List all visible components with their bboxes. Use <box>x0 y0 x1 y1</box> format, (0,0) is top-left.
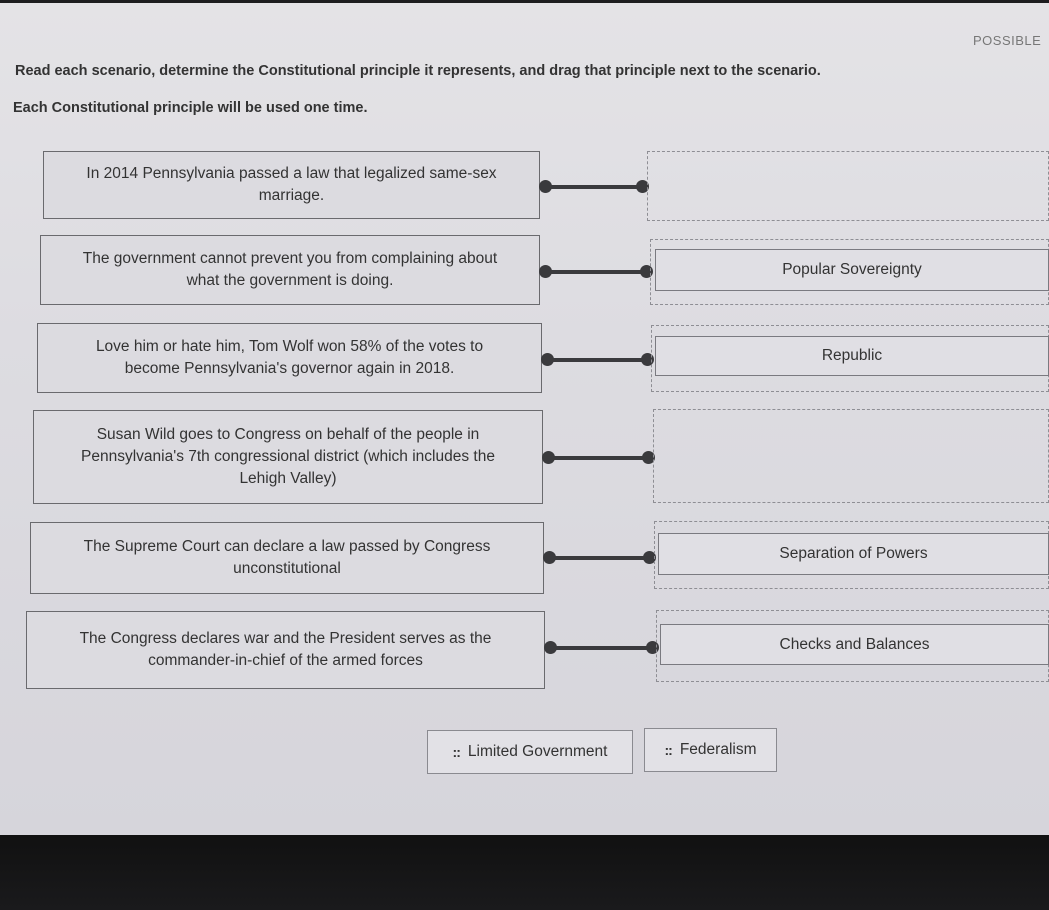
connector-6 <box>544 641 659 655</box>
answer-chip-checks-and-balances[interactable]: Checks and Balances <box>660 624 1049 665</box>
connector-3 <box>541 353 654 367</box>
scenario-text: The government cannot prevent you from complaining about what the government is doing. <box>82 250 498 289</box>
answer-chip-separation-of-powers[interactable]: Separation of Powers <box>658 533 1049 575</box>
scenario-card-1 <box>43 151 540 219</box>
scenario-card-3 <box>37 323 542 393</box>
scenario-text: Susan Wild goes to Congress on behalf of the people in Pennsylvania's 7th congressional district (which includes the Lehigh Valley) <box>81 426 495 487</box>
scenario-card-6 <box>26 611 545 689</box>
scenario-text: The Congress declares war and the President serves as the commander-in-chief of the armed forces <box>79 630 492 669</box>
bank-chip-limited-government[interactable] <box>427 730 633 774</box>
scenario-card-4 <box>33 410 543 504</box>
possible-points-label: POSSIBLE <box>973 33 1042 48</box>
scenario-text: Love him or hate him, Tom Wolf won 58% of the votes to become Pennsylvania's governor again in 2018. <box>95 338 484 377</box>
bank-chip-federalism[interactable] <box>644 728 777 772</box>
drop-zone-4[interactable] <box>653 409 1049 503</box>
sub-instruction-text: Each Constitutional principle will be used one time. <box>13 100 368 116</box>
connector-2 <box>539 265 653 279</box>
connector-5 <box>543 551 656 565</box>
answer-chip-popular-sovereignty[interactable]: Popular Sovereignty <box>655 249 1049 291</box>
monitor-bezel <box>0 835 1049 910</box>
drop-zone-1[interactable] <box>647 151 1049 221</box>
scenario-card-5 <box>30 522 544 594</box>
connector-1 <box>539 180 649 194</box>
bank-chip-label: Limited Government <box>467 743 608 760</box>
instruction-text: Read each scenario, determine the Constitutional principle it represents, and drag that principle next to the scenario. <box>15 63 821 79</box>
scenario-text: In 2014 Pennsylvania passed a law that legalized same-sex marriage. <box>86 165 497 204</box>
drag-handle-icon: :: <box>452 744 460 760</box>
scenario-text: The Supreme Court can declare a law passed by Congress unconstitutional <box>83 538 491 577</box>
bank-chip-label: Federalism <box>679 741 757 758</box>
scenario-card-2 <box>40 235 540 305</box>
connector-4 <box>542 451 655 465</box>
drag-handle-icon: :: <box>664 742 672 758</box>
answer-chip-republic[interactable]: Republic <box>655 336 1049 376</box>
